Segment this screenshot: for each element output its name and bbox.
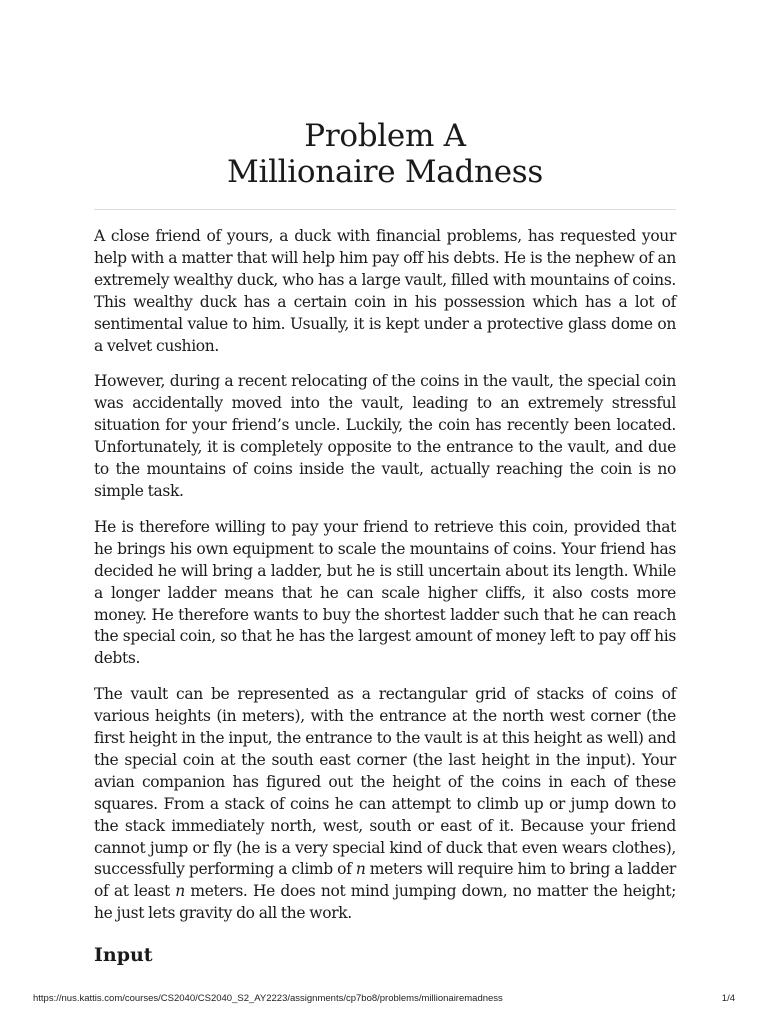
paragraph-text: meters will require him to bring a ladder of at least: [94, 860, 676, 901]
paragraph-text: meters. He does not mind jumping down, no matter the height; he just lets gravity do all the work.: [94, 882, 676, 923]
problem-title: [94, 118, 676, 190]
paragraph-3: [94, 517, 676, 670]
footer-page-number: 1/4: [721, 993, 735, 1004]
math-variable: n: [355, 860, 366, 879]
paragraph-text: He is therefore willing to pay your friend to retrieve this coin, provided that he brings his own equipment to scale the mountains of coins. Your friend has decided he will bring a ladder, but he is still uncertain about its length. While a longer ladder means that he can scale higher cliffs, it also costs more money. He therefore wants to buy the shortest ladder such that he can reach the special coin, so that he has the largest amount of money left to pay off his debts.: [94, 517, 676, 668]
section-heading-input: Input: [94, 944, 153, 966]
footer-url: https://nus.kattis.com/courses/CS2040/CS2040_S2_AY2223/assignments/cp7bo8/problems/millionairemadness: [33, 993, 503, 1004]
problem-statement: [94, 226, 676, 939]
paragraph-2: [94, 371, 676, 502]
problem-letter: Problem A: [304, 118, 466, 154]
paragraph-text: A close friend of yours, a duck with financial problems, has requested your help with a matter that will help him pay off his debts. He is the nephew of an extremely wealthy duck, who has a large vault, filled with mountains of coins. This wealthy duck has a certain coin in his possession which has a lot of sentimental value to him. Usually, it is kept under a protective glass dome on a velvet cushion.: [94, 227, 676, 355]
paragraph-4: [94, 684, 676, 925]
math-variable: n: [175, 882, 185, 901]
paragraph-1: [94, 226, 676, 357]
title-divider: [94, 209, 676, 210]
paragraph-text: However, during a recent relocating of the coins in the vault, the special coin was accidentally moved into the vault, leading to an extremely stressful situation for your friend’s uncle. Luckily, the coin has recently been located. Unfortunately, it is completely opposite to the entrance to the vault, and due to the mountains of coins inside the vault, actually reaching the coin is no simple task.: [94, 372, 676, 500]
paragraph-text: The vault can be represented as a rectangular grid of stacks of coins of various heights (in meters), with the entrance at the north west corner (the first height in the input, the entrance to the vault is at this height as well) and the special coin at the south east corner (the last height in the input). Your avian companion has figured out the height of the coins in each of these squares. From a stack of coins he can attempt to climb up or jump down to the stack immediately north, west, south or east of it. Because your friend cannot jump or fly (he is a very special kind of duck that even wears clothes), successfully performing a climb of: [94, 685, 676, 879]
problem-name: Millionaire Madness: [227, 154, 543, 190]
